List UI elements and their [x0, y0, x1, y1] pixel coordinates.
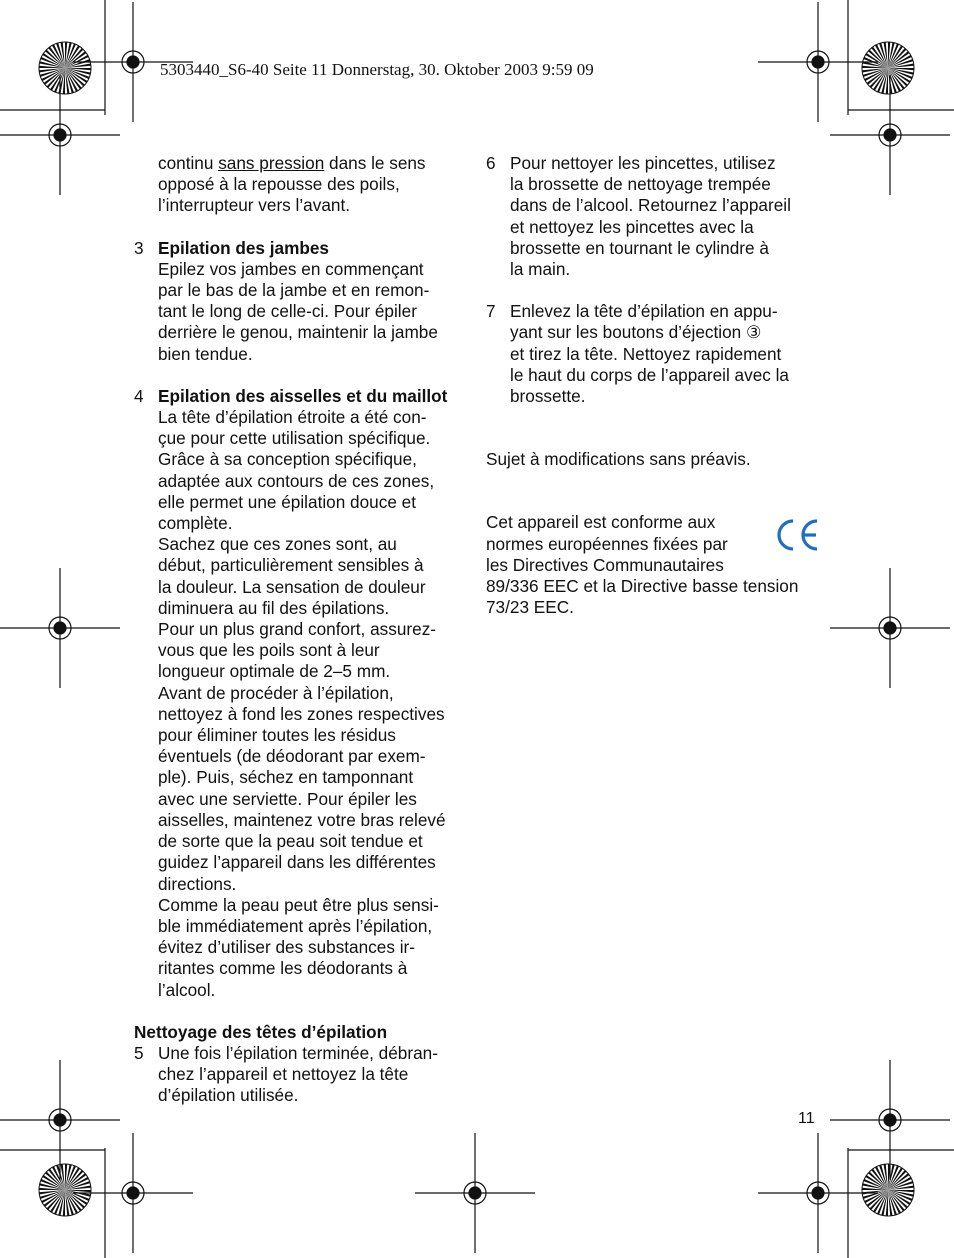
step-5-text: Une fois l’épilation terminée, débran- chez l’appareil et nettoyez la tête d’épilation utilisée. — [158, 1042, 438, 1106]
starburst-target — [39, 1164, 91, 1216]
step-5-number: 5 — [134, 1042, 144, 1063]
registration-crosshair — [758, 1133, 878, 1253]
intro-rest: opposé à la repousse des poils, l’interrupteur vers l’avant. — [158, 174, 400, 216]
step-7-number: 7 — [486, 301, 496, 322]
notice-text: Sujet à modifications sans préavis. — [486, 449, 751, 470]
ce-mark-icon — [773, 515, 821, 555]
starburst-target — [862, 1164, 914, 1216]
step-4-number: 4 — [134, 385, 144, 406]
registration-crosshair — [830, 568, 950, 688]
conformity-text: Cet appareil est conforme aux normes européennes fixées par les Directives Communautaires 89/336 EEC et la Directive basse tension 73/23 EEC. — [486, 512, 799, 618]
step-3-title: Epilation des jambes — [158, 237, 329, 258]
intro-prefix: continu — [158, 153, 219, 173]
header-slug: 5303440_S6-40 Seite 11 Donnerstag, 30. Oktober 2003 9:59 09 — [160, 60, 594, 79]
step-4-title: Epilation des aisselles et du maillot — [158, 385, 448, 406]
step-3 — [134, 238, 474, 365]
step-7-text: Enlevez la tête d’épilation en appu- yant sur les boutons d’éjection ③ et tirez la tête. Nettoyez rapidement le haut du corps de l’appareil avec la brossette. — [510, 301, 789, 407]
page-number: 11 — [798, 1110, 815, 1127]
intro-suffix: dans le sens — [324, 153, 426, 173]
step-7 — [486, 301, 821, 407]
conformity-block — [486, 512, 821, 618]
registration-crosshair — [758, 2, 878, 122]
registration-crosshair — [0, 1060, 120, 1180]
step-6 — [486, 153, 821, 280]
intro-paragraph — [134, 153, 474, 217]
step-5 — [134, 1043, 474, 1107]
registration-crosshair — [0, 568, 120, 688]
step-4-text: La tête d’épilation étroite a été con- çue pour cette utilisation spécifique. Grâce à sa conception spécifique, adaptée aux contours de ces zones, elle permet une épilation douce et complète. Sachez que ces zones sont, au début, particulièrement sensibles à la douleur. La sensation de douleur diminuera au fil des épilations. Pour un plus grand confort, assurez- vous que les poils sont à leur longueur optimale de 2–5 mm. Avant de procéder à l’épilation, nettoyez à fond les zones respectives pour éliminer toutes les résidus éventuels (de déodorant par exem- ple). Puis, séchez en tamponnant avec une serviette. Pour épiler les aisselles, maintenez votre bras relevé de sorte que la peau soit tendue et guidez l’appareil dans les différentes directions. Comme la peau peut être plus sensi- ble immédiatement après l’épilation, évitez d’utiliser des substances ir- ritantes comme les déodorants à l’alcool. — [158, 407, 446, 1000]
step-6-text: Pour nettoyer les pincettes, utilisez la brossette de nettoyage trempée dans de l’alcool. Retournez l’appareil et nettoyez les pincettes avec la brossette en tournant le cylindre à la main. — [510, 153, 791, 280]
left-column — [134, 153, 474, 1107]
step-6-number: 6 — [486, 153, 496, 173]
cleaning-title: Nettoyage des têtes d’épilation — [134, 1021, 388, 1042]
step-4 — [134, 386, 474, 1001]
step-3-number: 3 — [134, 237, 144, 258]
step-3-text: Epilez vos jambes en commençant par le bas de la jambe et en remon- tant le long de celle-ci. Pour épiler derrière le genou, maintenir la jambe bien tendue. — [158, 258, 438, 364]
intro-underlined: sans pression — [218, 153, 325, 173]
registration-crosshair — [415, 1133, 535, 1253]
right-column — [486, 153, 821, 618]
starburst-target — [862, 42, 914, 94]
starburst-target — [39, 42, 91, 94]
